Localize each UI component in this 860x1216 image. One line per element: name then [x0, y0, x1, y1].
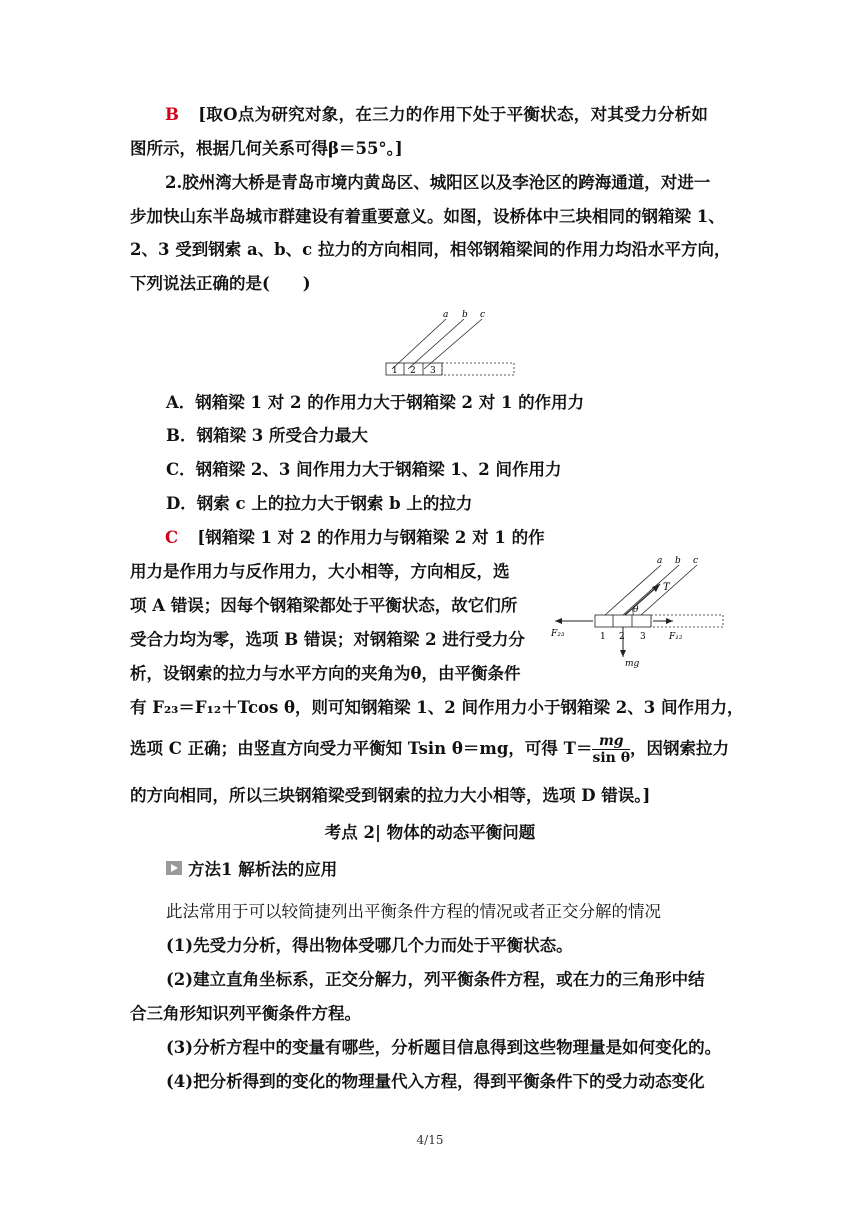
- beam-label-1: 1: [392, 366, 398, 376]
- option-d: D．钢索 c 上的拉力大于钢索 b 上的拉力: [166, 494, 473, 513]
- solution-line: 受合力均为零，选项 B 错误；对钢箱梁 2 进行受力分: [130, 630, 525, 649]
- answer-letter: B: [165, 105, 179, 124]
- method-step-4: (4)把分析得到的变化的物理量代入方程，得到平衡条件下的受力动态变化: [166, 1072, 705, 1091]
- solution-line: 析，设钢索的拉力与水平方向的夹角为θ，由平衡条件: [130, 664, 521, 683]
- beam-label-2: 2: [410, 366, 416, 376]
- beam-label-2: 2: [619, 632, 625, 642]
- cable-line-c: [424, 319, 482, 369]
- solution-line: 项 A 错误；因每个钢箱梁都处于平衡状态，故它们所: [130, 596, 518, 615]
- method-step-3: (3)分析方程中的变量有哪些，分析题目信息得到这些物理量是如何变化的。: [166, 1038, 722, 1057]
- mg-label: mg: [625, 659, 640, 669]
- answer-1-line2: 图所示，根据几何关系可得β＝55°。]: [130, 139, 403, 158]
- option-b: B．钢箱梁 3 所受合力最大: [166, 426, 368, 445]
- cable-line-b: [408, 319, 464, 369]
- bridge-figure: [380, 307, 520, 379]
- option-a: A．钢箱梁 1 对 2 的作用力大于钢箱梁 2 对 1 的作用力: [166, 393, 585, 412]
- answer-1-line: [165, 104, 708, 126]
- solution-line: 有 F₂₃＝F₁₂＋Tcos θ，则可知钢箱梁 1、2 间作用力小于钢箱梁 2、3 间作用力，: [130, 698, 744, 717]
- option-c: C．钢箱梁 2、3 间作用力大于钢箱梁 1、2 间作用力: [166, 460, 562, 479]
- method-heading: 方法1 解析法的应用: [166, 856, 337, 880]
- f23-label: F₂₃: [551, 629, 565, 639]
- beam-label-1: 1: [600, 632, 606, 642]
- solution-line-formula: 选项 C 正确；由竖直方向受力平衡知 Tsin θ＝mg，可得 T＝ $\frac{mg}{\text{sin θ}}$ ，因钢索拉力: [130, 733, 730, 766]
- question-2-text: 2、3 受到钢索 a、b、c 拉力的方向相同，相邻钢箱梁间的作用力均沿水平方向，: [130, 240, 731, 259]
- cable-label-c: c: [480, 310, 486, 320]
- beam-box: [595, 615, 651, 627]
- solution-line: 的方向相同，所以三块钢箱梁受到钢索的拉力大小相等，选项 D 错误。]: [130, 786, 651, 805]
- question-2-text: 步加快山东半岛城市群建设有着重要意义。如图，设桥体中三块相同的钢箱梁 1、: [130, 207, 725, 226]
- cable-line-a: [392, 319, 446, 369]
- cable-label-c: c: [693, 556, 699, 566]
- cable-label-a: a: [443, 310, 449, 320]
- answer-letter: C: [165, 528, 179, 547]
- question-2-text: 下列说法正确的是( ): [130, 274, 311, 293]
- method-step-2-cont: 合三角形知识列平衡条件方程。: [130, 1004, 361, 1023]
- answer-explanation: [取O点为研究对象，在三力的作用下处于平衡状态，对其受力分析如: [198, 105, 709, 124]
- beam-dashed-extension: [442, 363, 514, 375]
- question-2-text: 2.胶州湾大桥是青岛市境内黄岛区、城阳区以及李沧区的跨海通道，对进一: [165, 173, 711, 192]
- f12-label: F₁₂: [669, 632, 683, 642]
- method-text: 此法常用于可以较简捷列出平衡条件方程的情况或者正交分解的情况: [166, 902, 661, 921]
- method-step-1: (1)先受力分析，得出物体受哪几个力而处于平衡状态。: [166, 936, 573, 955]
- force-analysis-figure: [545, 553, 735, 673]
- tension-label: T: [663, 582, 670, 593]
- section-heading: 考点 2| 物体的动态平衡问题: [324, 823, 536, 842]
- solution-line-1: C [钢箱梁 1 对 2 的作用力与钢箱梁 2 对 1 的作: [165, 528, 545, 547]
- solution-line: 用力是作用力与反作用力，大小相等，方向相反，选: [130, 562, 510, 581]
- play-triangle-icon: [166, 861, 182, 875]
- beam-label-3: 3: [430, 366, 436, 376]
- beam-label-3: 3: [640, 632, 646, 642]
- fraction: $\frac{mg}{\text{sin θ}}$: [592, 733, 631, 766]
- method-step-2: (2)建立直角坐标系，正交分解力，列平衡条件方程，或在力的三角形中结: [166, 970, 705, 989]
- page-number: 4/15: [416, 1133, 444, 1147]
- cable-label-b: b: [462, 310, 468, 320]
- cable-line-b: [623, 565, 679, 615]
- cable-label-a: a: [657, 556, 663, 566]
- angle-label: θ: [633, 605, 639, 615]
- cable-label-b: b: [675, 556, 681, 566]
